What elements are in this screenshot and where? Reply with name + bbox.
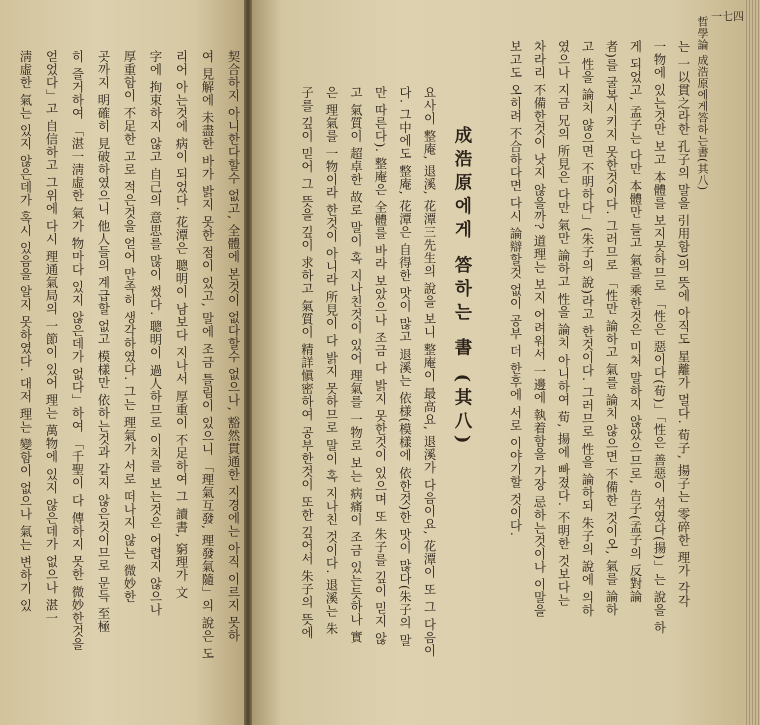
text-column: 는 一以貫之라한 孔子의 말을 引用함)의 뜻에 아직도 星離가 멀다. 荀子, 揚子는 零碎한 理가 각각 bbox=[676, 40, 691, 608]
text-column: 여 見解에 未盡한 바가 밝지 못한 점이 있고, 말에 조금 틀림이 있으니 「理氣互發, 理發氣隨」의 說은 도 bbox=[200, 50, 215, 661]
text-column: 子를 깊이 믿어 그 뜻을 깊이 求하고 氣質이 精詳愼密하여 공부한것이 또한 깊어서 朱子의 뜻에 bbox=[299, 86, 315, 640]
text-column: 者)를 굴복시키지 못한것이다. 그러므로 「性만 論하고 氣를 論치 않으면 不備한 것이오, 氣를 論하 bbox=[604, 40, 619, 616]
text-column: 契合하지 아니한다할수 없고, 全體에 본것이 없다할수 없으나, 豁然貫通한 지경에는 아직 이르지 못하 bbox=[226, 50, 241, 643]
text-column: 고 氣質이 超卓한 故로 말이 혹 지나친것이 있어 理氣를 一物로 보는 病痛이 조금 있는듯하나 實 bbox=[348, 86, 364, 644]
text-column: 고 性을 論치 않으면 不明하다」(朱子의 說)라고 한것이다. 그러므로 性을 論하되 朱子의 說에 의하 bbox=[580, 40, 595, 617]
book-gutter bbox=[244, 0, 252, 725]
text-column: 字에 拘束하지 않고 自己의 意思를 많이 썼다. 聰明이 過人하므로 이치를 보는것은 어렵지 않으나 bbox=[148, 50, 163, 617]
text-column: 淸虛한 氣는 있지 않은데가 혹시 있음을 알지 못하였다. 대저 理는 變함이 없으나 氣는 변하기 있 bbox=[18, 50, 33, 613]
text-column: 히 즐거하여 「湛一淸虛한 氣가 物마다 있지 않은데가 없다」하여 「千聖이 다 傳하지 못한 微妙한것을 bbox=[70, 50, 85, 651]
text-column: 차라리 不備한것이 낫지 않을까? 道理는 보지 어려워서 一邊에 執着함을 가장 忌하는것이나 이말을 bbox=[532, 40, 547, 618]
text-column: 리어 아는것에 病이 되었다. 花潭은 聰明이 남보다 지나서 厚重이 不足하여 그 讀書, 窮理가 文 bbox=[174, 50, 189, 600]
text-column: 만 따른다). 整庵은 全體를 바라 보았으나 조금 다 밝지 못한것이 있으며 또 朱子를 깊이 믿지 않 bbox=[373, 86, 388, 646]
text-column: 게 되었고, 孟子는 다만 本體만 들고 氣를 乘한것은 미처 말하지 않았으므로, 告子(孟子의 反對論 bbox=[628, 40, 643, 603]
letter-title: 成浩原에게 答하는 書 (其八) bbox=[452, 126, 472, 450]
text-column: 다. 그中에도 整庵, 花潭은 自得한 맛이 많고 退溪는 依様(模樣에 依한것)한 맛이 많다(朱子의 말 bbox=[397, 86, 413, 647]
page-number: 一七四 bbox=[711, 10, 744, 23]
text-column: 요사이 整庵, 退溪, 花潭三先生의 說을 보니 整庵이 最高요, 退溪가 다음이요, 花潭이 또 그 다음이 bbox=[422, 86, 437, 658]
running-header: 哲學論 成浩原에게答하는書(其八) bbox=[696, 16, 709, 191]
text-column: 였으나 지금 兄의 所見은 다만 氣만 論하고 性을 論치 아니하여 荀, 揚에 빠졌다. 不明한 것보다는 bbox=[556, 40, 571, 607]
page-edges bbox=[744, 0, 760, 725]
text-column: 은 理氣를 一物이라 한것이 아니라 所見이 다 밝지 못하므로 말이 혹 지나친 것이다. 退溪는 朱 bbox=[324, 86, 339, 636]
left-page bbox=[0, 0, 244, 725]
text-column: 一物에 있는것만 보고 本體를 보지못하므로 「性은 惡이다(荀)」「性은 善惡이 섞였다(揚)」는 說을 하 bbox=[652, 40, 667, 634]
text-column: 곳까지 明確히 見破하였으니 他人들의 계급할 없고 模樣만 依하는것과 같지 않은것이므로 문득 至極 bbox=[96, 50, 111, 633]
text-column: 厚重함이 不足한 고로 적은것을 얻어 만족히 생각하였다. 그는 理氣가 서로 떠나지 않는 微妙한 bbox=[122, 50, 137, 604]
text-column: 얻었다」고 自信하고 그위에 다시 理通氣局의 一節이 있어 理는 萬物에 있지 않은데가 없으나 湛一 bbox=[44, 50, 59, 625]
text-column: 보고도 오히려 不合하다면 다시 論辯할것 없이 공부 더 한후에 서로 이야기할 것이다. bbox=[508, 40, 523, 537]
